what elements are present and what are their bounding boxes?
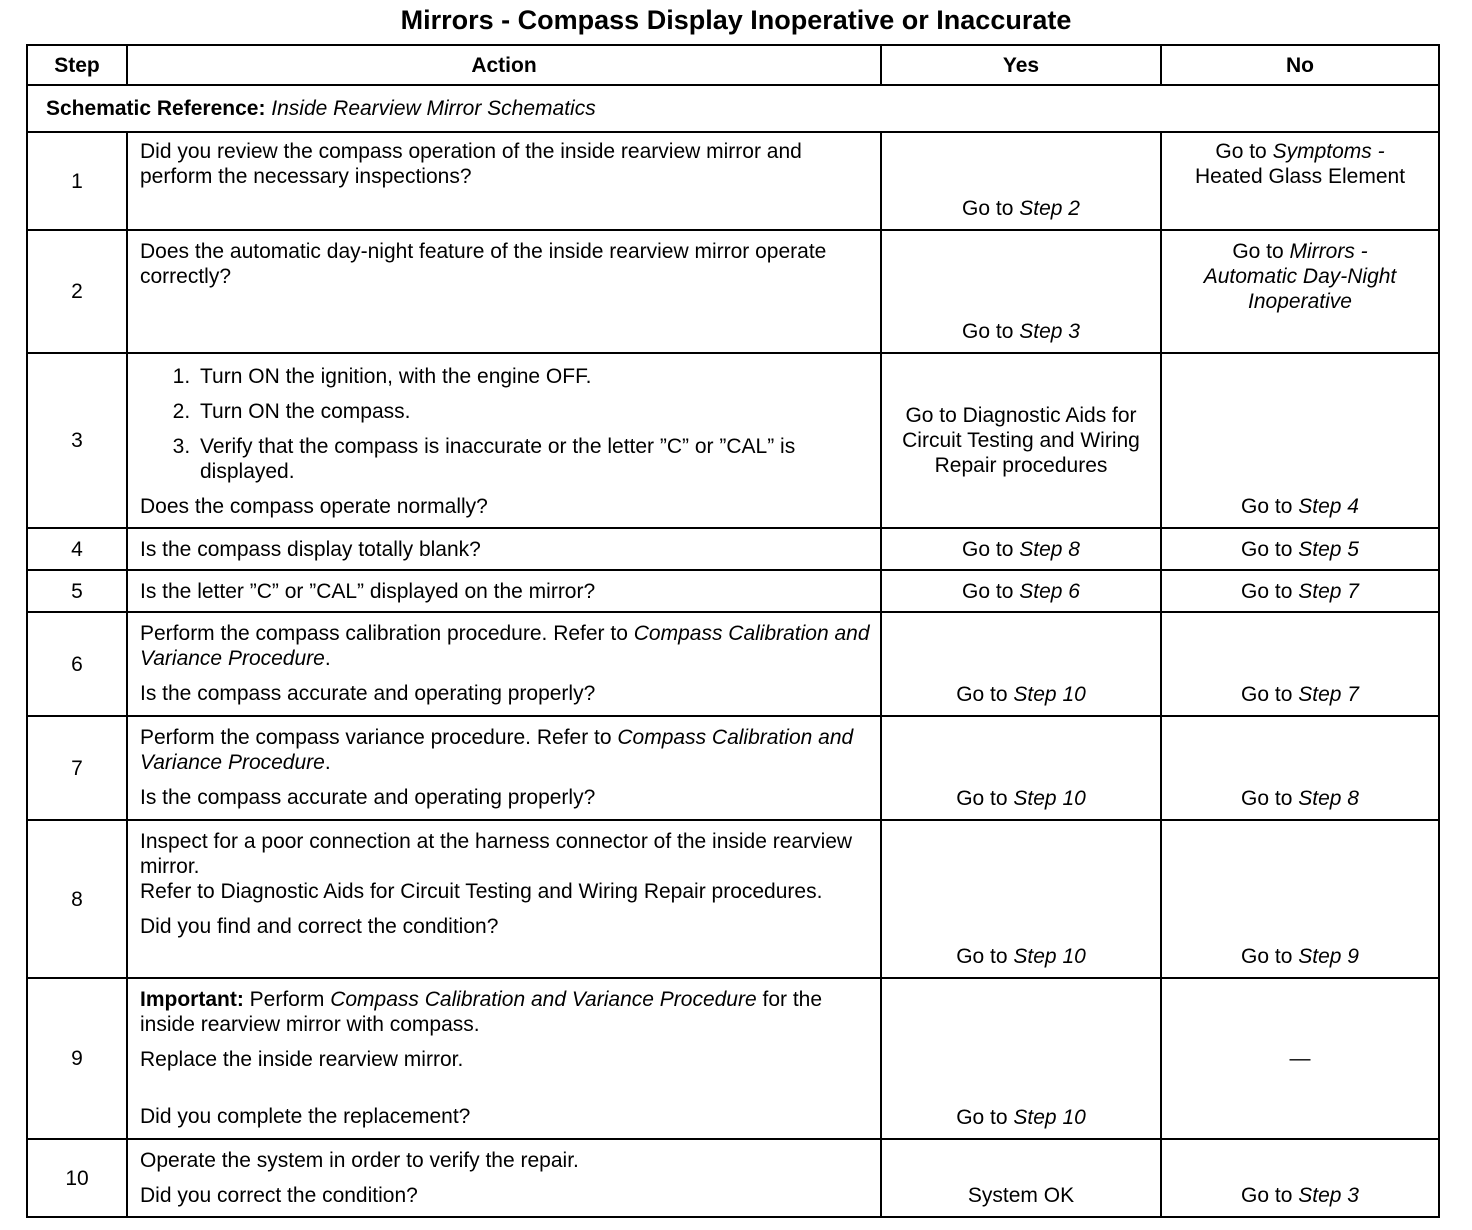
- go-to-text: Go to: [1241, 579, 1293, 603]
- action-cell: [127, 820, 881, 978]
- no-cell: [1161, 716, 1439, 820]
- system-ok-text: System OK: [967, 1184, 1075, 1207]
- go-to-text: Go to: [956, 787, 1008, 810]
- reference-text: Refer to Diagnostic Aids for Circuit Testing and Wiring Repair procedures.: [140, 880, 823, 903]
- header-row: [27, 45, 1439, 85]
- procedure-link[interactable]: Compass Calibration and Variance Procedure: [330, 988, 757, 1011]
- diagnostic-aids-link[interactable]: Go to Diagnostic Aids for Circuit Testing and Wiring Repair procedures: [902, 404, 1140, 477]
- yes-cell: [881, 353, 1161, 528]
- table-row: [27, 612, 1439, 716]
- schematic-reference: [27, 85, 1439, 132]
- step-link[interactable]: Step 6: [1019, 579, 1080, 603]
- header-action: Action: [127, 45, 881, 85]
- step-number: 6: [27, 612, 127, 716]
- yes-cell: [881, 132, 1161, 230]
- go-to-text: Go to: [956, 683, 1008, 706]
- no-cell: [1161, 132, 1439, 230]
- table-row: [27, 978, 1439, 1139]
- step-number: 9: [27, 978, 127, 1139]
- action-cell: Is the letter ”C” or ”CAL” displayed on the mirror?: [127, 570, 881, 612]
- step-link[interactable]: Step 10: [1013, 683, 1086, 706]
- yes-cell: [881, 1139, 1161, 1217]
- yes-cell: [881, 820, 1161, 978]
- important-label: Important:: [140, 988, 244, 1011]
- go-to-text: Go to: [1241, 1184, 1293, 1207]
- not-applicable-dash: —: [1289, 1047, 1311, 1070]
- action-cell: Does the automatic day-night feature of the inside rearview mirror operate correctly?: [127, 230, 881, 353]
- step-link[interactable]: Step 5: [1298, 537, 1359, 561]
- go-to-text: Go to: [962, 197, 1014, 220]
- header-no: No: [1161, 45, 1439, 85]
- yes-cell: [881, 570, 1161, 612]
- question-text: Did you complete the replacement?: [140, 1105, 471, 1128]
- important-text: Perform: [249, 988, 325, 1011]
- go-to-text: Go to: [962, 579, 1014, 603]
- action-text: Perform the compass calibration procedure. Refer to: [140, 622, 628, 645]
- question-text: Is the compass accurate and operating properly?: [140, 682, 596, 705]
- no-tail-text: Heated Glass Element: [1194, 165, 1406, 188]
- go-to-text: Go to: [962, 537, 1014, 561]
- step-number: 1: [27, 132, 127, 230]
- action-cell: Perform the compass calibration procedure. Refer to Compass Calibration and Variance Procedure. Is the compass accurate and operating properly?: [127, 612, 881, 716]
- step-number: 2: [27, 230, 127, 353]
- table-row: [27, 528, 1439, 570]
- mirrors-link[interactable]: Mirrors - Automatic Day-Night Inoperative: [1203, 240, 1397, 313]
- go-to-text: Go to: [1215, 140, 1267, 163]
- step-number: 4: [27, 528, 127, 570]
- go-to-text: Go to: [956, 945, 1008, 968]
- step-number: 8: [27, 820, 127, 978]
- schematic-link[interactable]: Inside Rearview Mirror Schematics: [271, 97, 596, 120]
- table-row: [27, 570, 1439, 612]
- go-to-text: Go to: [962, 320, 1014, 343]
- table-row: [27, 132, 1439, 230]
- step-link[interactable]: Step 8: [1019, 537, 1080, 561]
- step-link[interactable]: Step 9: [1298, 945, 1359, 968]
- action-text: Inspect for a poor connection at the harness connector of the inside rearview mirror.: [140, 830, 853, 878]
- action-cell: Did you review the compass operation of the inside rearview mirror and perform the necessary inspections?: [127, 132, 881, 230]
- question-text: Is the compass accurate and operating properly?: [140, 786, 596, 809]
- no-cell: [1161, 1139, 1439, 1217]
- action-cell: Is the compass display totally blank?: [127, 528, 881, 570]
- header-step: Step: [27, 45, 127, 85]
- list-item: 3. Verify that the compass is inaccurate or the letter ”C” or ”CAL” is displayed.: [196, 434, 870, 484]
- step-link[interactable]: Step 10: [1013, 787, 1086, 810]
- table-row: [27, 1139, 1439, 1217]
- table-row: [27, 353, 1439, 528]
- procedure-link[interactable]: Compass Calibration and Variance Procedure: [140, 726, 854, 774]
- go-to-text: Go to: [1241, 495, 1293, 518]
- important-tail: for the inside rearview mirror with compass.: [140, 988, 823, 1036]
- yes-cell: [881, 978, 1161, 1139]
- question-text: Does the compass operate normally?: [140, 495, 488, 518]
- no-cell: [1161, 820, 1439, 978]
- step-link[interactable]: Step 10: [1013, 945, 1086, 968]
- list-item: 1. Turn ON the ignition, with the engine OFF.: [196, 364, 870, 389]
- no-cell: [1161, 230, 1439, 353]
- yes-cell: [881, 528, 1161, 570]
- step-link[interactable]: Step 3: [1019, 320, 1080, 343]
- go-to-text: Go to: [956, 1106, 1008, 1129]
- table-row: [27, 716, 1439, 820]
- step-link[interactable]: Step 4: [1298, 495, 1359, 518]
- step-number: 10: [27, 1139, 127, 1217]
- schematic-label: Schematic Reference:: [46, 97, 266, 120]
- header-yes: Yes: [881, 45, 1161, 85]
- go-to-text: Go to: [1241, 787, 1293, 810]
- step-number: 7: [27, 716, 127, 820]
- action-cell: [127, 978, 881, 1139]
- action-cell: [127, 1139, 881, 1217]
- action-cell: Perform the compass variance procedure. Refer to Compass Calibration and Variance Procedure. Is the compass accurate and operating properly?: [127, 716, 881, 820]
- no-cell: [1161, 528, 1439, 570]
- yes-cell: [881, 612, 1161, 716]
- step-link[interactable]: Step 10: [1013, 1106, 1086, 1129]
- procedure-link[interactable]: Compass Calibration and Variance Procedure: [140, 622, 870, 670]
- action-cell: [127, 353, 881, 528]
- question-text: Did you correct the condition?: [140, 1184, 418, 1207]
- go-to-text: Go to: [1241, 537, 1293, 561]
- table-row: [27, 820, 1439, 978]
- go-to-text: Go to: [1241, 683, 1293, 706]
- no-cell: [1161, 612, 1439, 716]
- no-cell: [1161, 978, 1439, 1139]
- diagnostic-table: [26, 44, 1440, 1218]
- go-to-text: Go to: [1241, 945, 1293, 968]
- step-link[interactable]: Step 3: [1298, 1184, 1359, 1207]
- yes-cell: [881, 230, 1161, 353]
- schematic-row: [27, 85, 1439, 132]
- no-cell: [1161, 570, 1439, 612]
- step-link[interactable]: Step 7: [1298, 579, 1359, 603]
- symptoms-link[interactable]: Symptoms -: [1272, 140, 1385, 163]
- step-link[interactable]: Step 2: [1019, 197, 1080, 220]
- step-number: 3: [27, 353, 127, 528]
- action-text: Operate the system in order to verify the repair.: [140, 1149, 579, 1172]
- action-text: Perform the compass variance procedure. Refer to: [140, 726, 612, 749]
- step-link[interactable]: Step 8: [1298, 787, 1359, 810]
- step-link[interactable]: Step 7: [1298, 683, 1359, 706]
- question-text: Did you find and correct the condition?: [140, 915, 499, 938]
- step-number: 5: [27, 570, 127, 612]
- yes-cell: [881, 716, 1161, 820]
- table-row: [27, 230, 1439, 353]
- no-cell: [1161, 353, 1439, 528]
- page-title: Mirrors - Compass Display Inoperative or Inaccurate: [400, 5, 1072, 35]
- go-to-text: Go to: [1232, 240, 1284, 263]
- procedure-list: [140, 364, 870, 484]
- list-item: 2. Turn ON the compass.: [196, 399, 870, 424]
- action-text: Replace the inside rearview mirror.: [140, 1048, 464, 1071]
